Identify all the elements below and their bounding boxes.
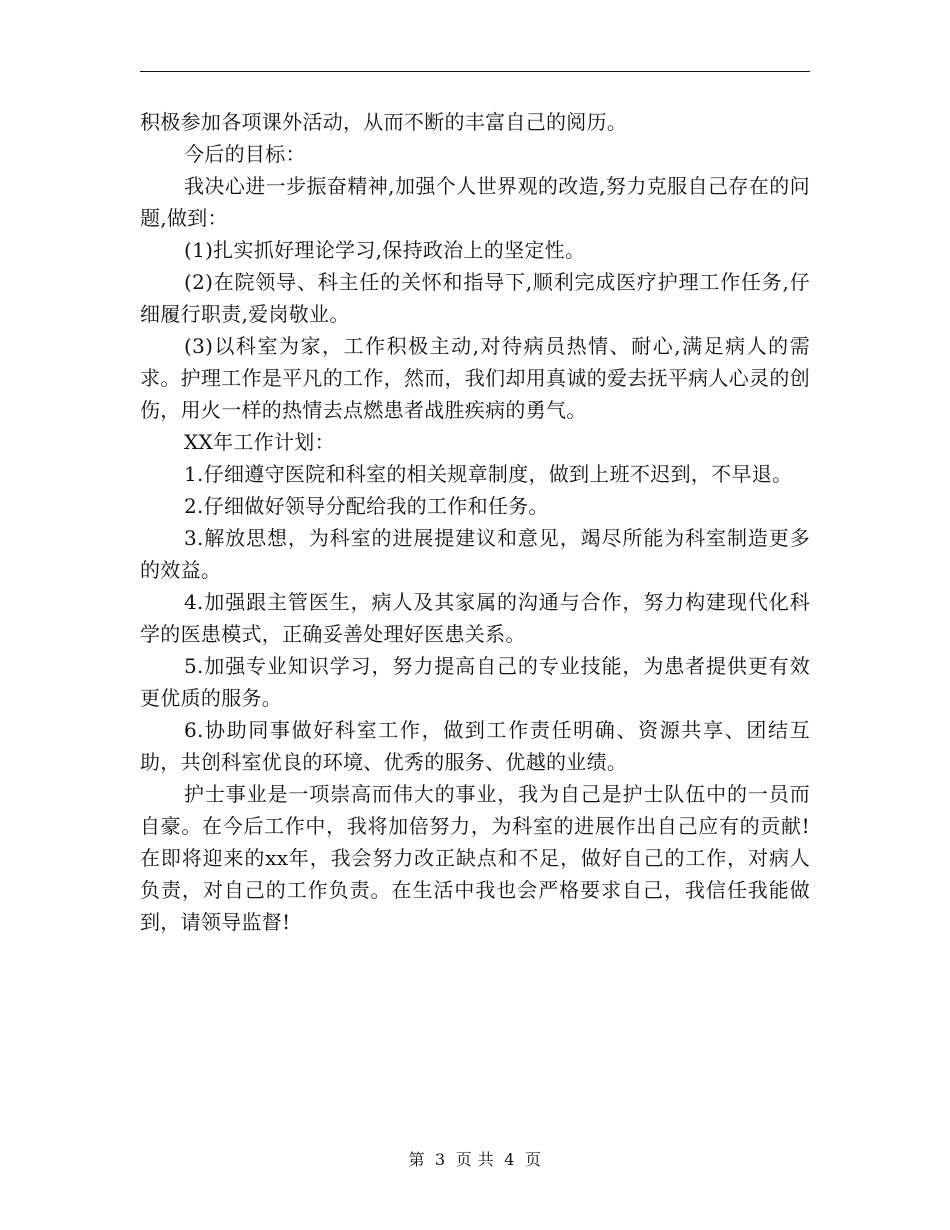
- paragraph: (2)在院领导、科主任的关怀和指导下,顺利完成医疗护理工作任务,仔细履行职责,爱岗敬业。: [140, 270, 810, 326]
- paragraph: 2.仔细做好领导分配给我的工作和任务。: [184, 494, 549, 518]
- paragraph: 5.加强专业知识学习，努力提高自己的专业技能，为患者提供更有效更优质的服务。: [140, 654, 810, 710]
- paragraph: 3.解放思想，为科室的进展提建议和意见，竭尽所能为科室制造更多的效益。: [140, 526, 810, 582]
- footer-suffix: 页: [524, 1150, 542, 1169]
- paragraph: XX年工作计划：: [184, 430, 335, 454]
- header-rule: [140, 71, 810, 72]
- paragraph: 我决心进一步振奋精神,加强个人世界观的改造,努力克服自己存在的问题,做到：: [140, 174, 810, 230]
- total-pages-number: 4: [504, 1150, 515, 1169]
- footer-middle: 页 共: [455, 1150, 495, 1169]
- paragraph: 4.加强跟主管医生，病人及其家属的沟通与合作，努力构建现代化科学的医患模式，正确妥善处理好医患关系。: [140, 590, 810, 646]
- paragraph: 积极参加各项课外活动，从而不断的丰富自己的阅历。: [140, 110, 628, 134]
- paragraph: 1.仔细遵守医院和科室的相关规章制度，做到上班不迟到，不早退。: [184, 462, 793, 486]
- paragraph: (1)扎实抓好理论学习,保持政治上的坚定性。: [184, 238, 586, 262]
- document-body: [140, 106, 810, 938]
- footer-prefix: 第: [408, 1150, 426, 1169]
- paragraph: 今后的目标：: [184, 142, 306, 166]
- paragraph: 护士事业是一项崇高而伟大的事业，我为自己是护士队伍中的一员而自豪。在今后工作中，我将加倍努力，为科室的进展作出自己应有的贡献!在即将迎来的xx年，我会努力改正缺点和不足，做好自己的工作，对病人负责，对自己的工作负责。在生活中我也会严格要求自己，我信任我能做到，请领导监督!: [140, 782, 810, 934]
- current-page-number: 3: [435, 1150, 446, 1169]
- paragraph: 6.协助同事做好科室工作，做到工作责任明确、资源共享、团结互助，共创科室优良的环境、优秀的服务、优越的业绩。: [140, 718, 810, 774]
- page-footer: [0, 1150, 950, 1170]
- paragraph: (3)以科室为家，工作积极主动,对待病员热情、耐心,满足病人的需求。护理工作是平凡的工作，然而，我们却用真诚的爱去抚平病人心灵的创伤，用火一样的热情去点燃患者战胜疾病的勇气。: [140, 334, 810, 422]
